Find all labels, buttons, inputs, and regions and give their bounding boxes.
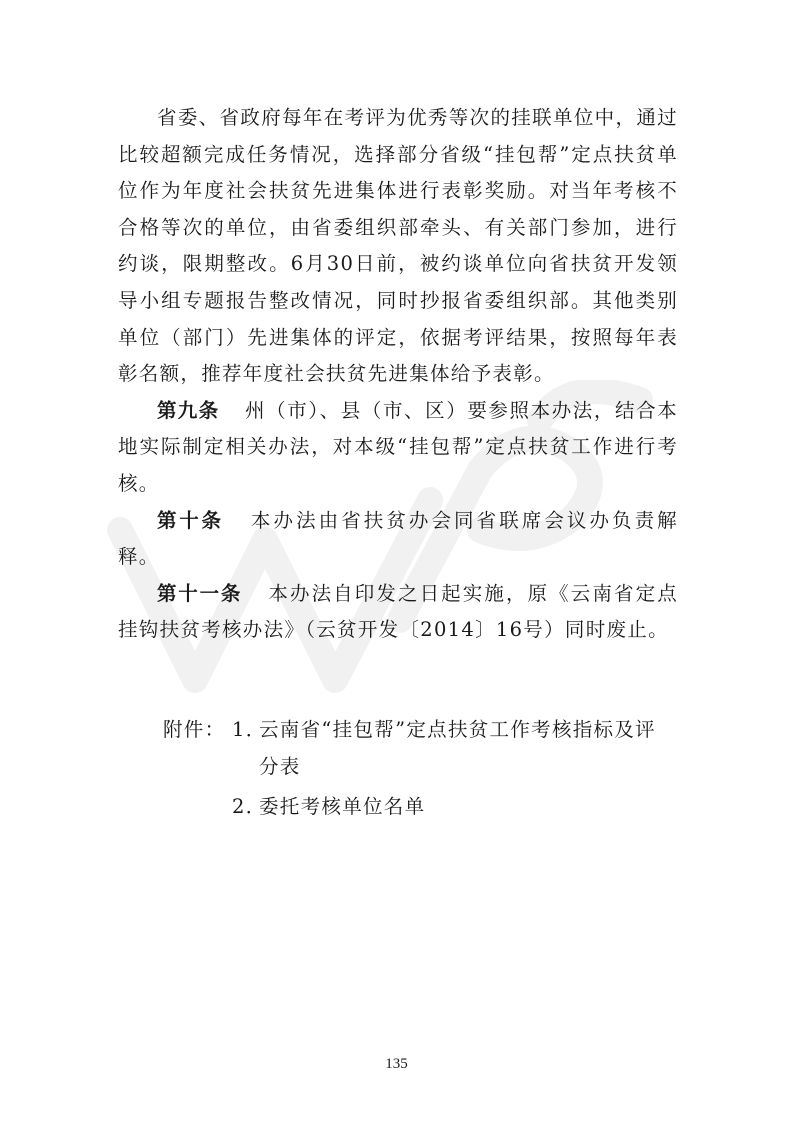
article-heading: 第十条 bbox=[157, 508, 224, 532]
article-nine bbox=[118, 393, 678, 503]
attachment-title: 委托考核单位名单 bbox=[259, 795, 426, 819]
article-ten bbox=[118, 503, 678, 576]
attachment-item bbox=[163, 789, 683, 826]
attachment-title-continued: 分表 bbox=[259, 754, 301, 778]
article-text: 本办法由省扶贫办会同省联席会议办负责解释。 bbox=[118, 508, 678, 569]
attachments-label: 附件： bbox=[163, 718, 226, 741]
page-number: 135 bbox=[385, 1056, 408, 1072]
article-text: 本办法自印发之日起实施，原《云南省定点挂钩扶贫考核办法》（云贫开发〔2014〕16号）同时废止。 bbox=[118, 581, 678, 642]
attachment-number: 2． bbox=[232, 795, 267, 819]
paragraph-text: 省委、省政府每年在考评为优秀等次的挂联单位中，通过比较超额完成任务情况，选择部分省级“挂包帮”定点扶贫单位作为年度社会扶贫先进集体进行表彰奖励。对当年考核不合格等次的单位，由省委组织部牵头、有关部门参加，进行约谈，限期整改。6月30日前，被约谈单位向省扶贫开发领导小组专题报告整改情况，同时抄报省委组织部。其他类别单位（部门）先进集体的评定，依据考评结果，按照每年表彰名额，推荐年度社会扶贫先进集体给予表彰。 bbox=[118, 106, 678, 386]
attachment-number: 1． bbox=[232, 718, 267, 741]
attachment-title: 云南省“挂包帮”定点扶贫工作考核指标及评 bbox=[259, 718, 656, 741]
attachment-item bbox=[163, 712, 683, 749]
article-eleven bbox=[118, 576, 678, 649]
article-heading: 第九条 bbox=[157, 398, 220, 422]
article-text: 州（市）、县（市、区）要参照本办法，结合本地实际制定相关办法，对本级“挂包帮”定点扶贫工作进行考核。 bbox=[118, 398, 678, 495]
document-body bbox=[118, 100, 678, 649]
paragraph-evaluation-awards bbox=[118, 100, 678, 393]
attachments-section bbox=[163, 712, 683, 826]
article-heading: 第十一条 bbox=[157, 581, 243, 605]
